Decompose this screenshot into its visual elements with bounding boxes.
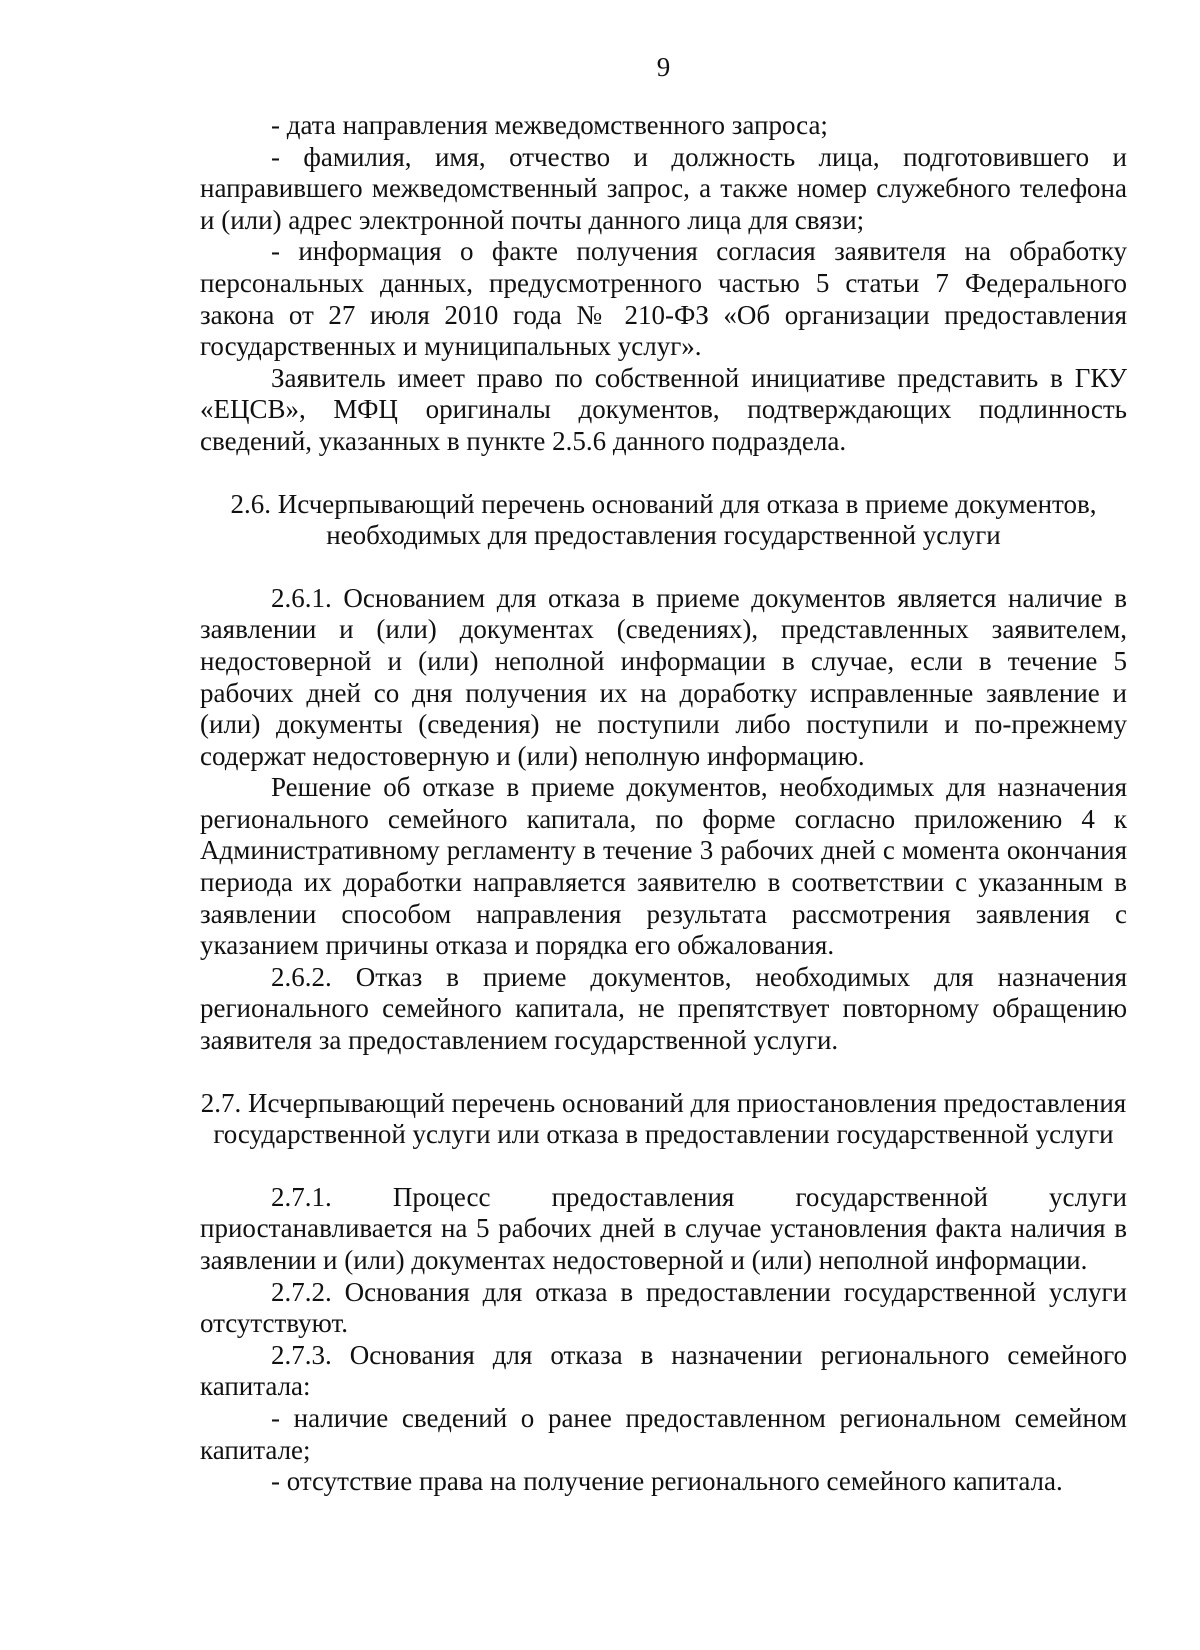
page-number: 9: [656, 52, 671, 82]
paragraph-2-6-1: 2.6.1. Основанием для отказа в приеме документов является наличие в заявлении и (или) документах (сведениях), представленных заявителем, недостоверной и (или) неполной информации в случае, если в течение 5 рабочих дней со дня получения их на доработку исправленные заявление и (или) документы (сведения) не поступили либо поступили и по-прежнему содержат недостоверную и (или) неполную информацию.: [200, 582, 1127, 771]
spacer: [200, 1057, 1127, 1088]
section-heading-2-6: 2.6. Исчерпывающий перечень оснований для отказа в приеме документов, необходимых для предоставления государственной услуги: [230, 488, 1097, 551]
list-item-prior-capital: - наличие сведений о ранее предоставленном региональном семейном капитале;: [200, 1402, 1127, 1465]
list-item-no-right: - отсутствие права на получение регионального семейного капитала.: [271, 1466, 1063, 1497]
spacer: [200, 552, 1127, 583]
paragraph-request-date: - дата направления межведомственного запроса;: [271, 110, 828, 140]
paragraph-requester-details: - фамилия, имя, отчество и должность лица, подготовившего и направившего межведомственный запрос, а также номер служебного телефона и (или) адрес электронной почты данного лица для связи;: [200, 141, 1127, 235]
paragraph-2-7-2: 2.7.2. Основания для отказа в предоставлении государственной услуги отсутствуют.: [200, 1276, 1127, 1339]
paragraph-refusal-decision: Решение об отказе в приеме документов, необходимых для назначения регионального семейного капитала, по форме согласно приложению 4 к Административному регламенту в течение 3 рабочих дней с момента окончания периода их доработки направляется заявителю в соответствии с указанным в заявлении способом направления результата рассмотрения заявления с указанием причины отказа и порядка его обжалования.: [200, 772, 1127, 961]
paragraph-applicant-right: Заявитель имеет право по собственной инициативе представить в ГКУ «ЕЦСВ», МФЦ оригиналы документов, подтверждающих подлинность сведений, указанных в пункте 2.5.6 данного подраздела.: [200, 362, 1127, 456]
spacer: [200, 1151, 1127, 1182]
document-body: [200, 110, 1127, 1498]
paragraph-2-6-2: 2.6.2. Отказ в приеме документов, необходимых для назначения регионального семейного капитала, не препятствует повторному обращению заявителя за предоставлением государственной услуги.: [200, 961, 1127, 1056]
paragraph-2-7-3: 2.7.3. Основания для отказа в назначении регионального семейного капитала:: [200, 1339, 1127, 1402]
spacer: [200, 458, 1127, 489]
paragraph-2-7-1: 2.7.1. Процесс предоставления государственной услуги приостанавливается на 5 рабочих дней в случае установления факта наличия в заявлении и (или) документах недостоверной и (или) неполной информации.: [200, 1181, 1127, 1275]
section-heading-2-7: 2.7. Исчерпывающий перечень оснований для приостановления предоставления государственной услуги или отказа в предоставлении государственной услуги: [200, 1087, 1127, 1150]
paragraph-consent-info: - информация о факте получения согласия заявителя на обработку персональных данных, предусмотренного частью 5 статьи 7 Федерального закона от 27 июля 2010 года № 210-ФЗ «Об организации предоставления государственных и муниципальных услуг».: [200, 236, 1127, 362]
